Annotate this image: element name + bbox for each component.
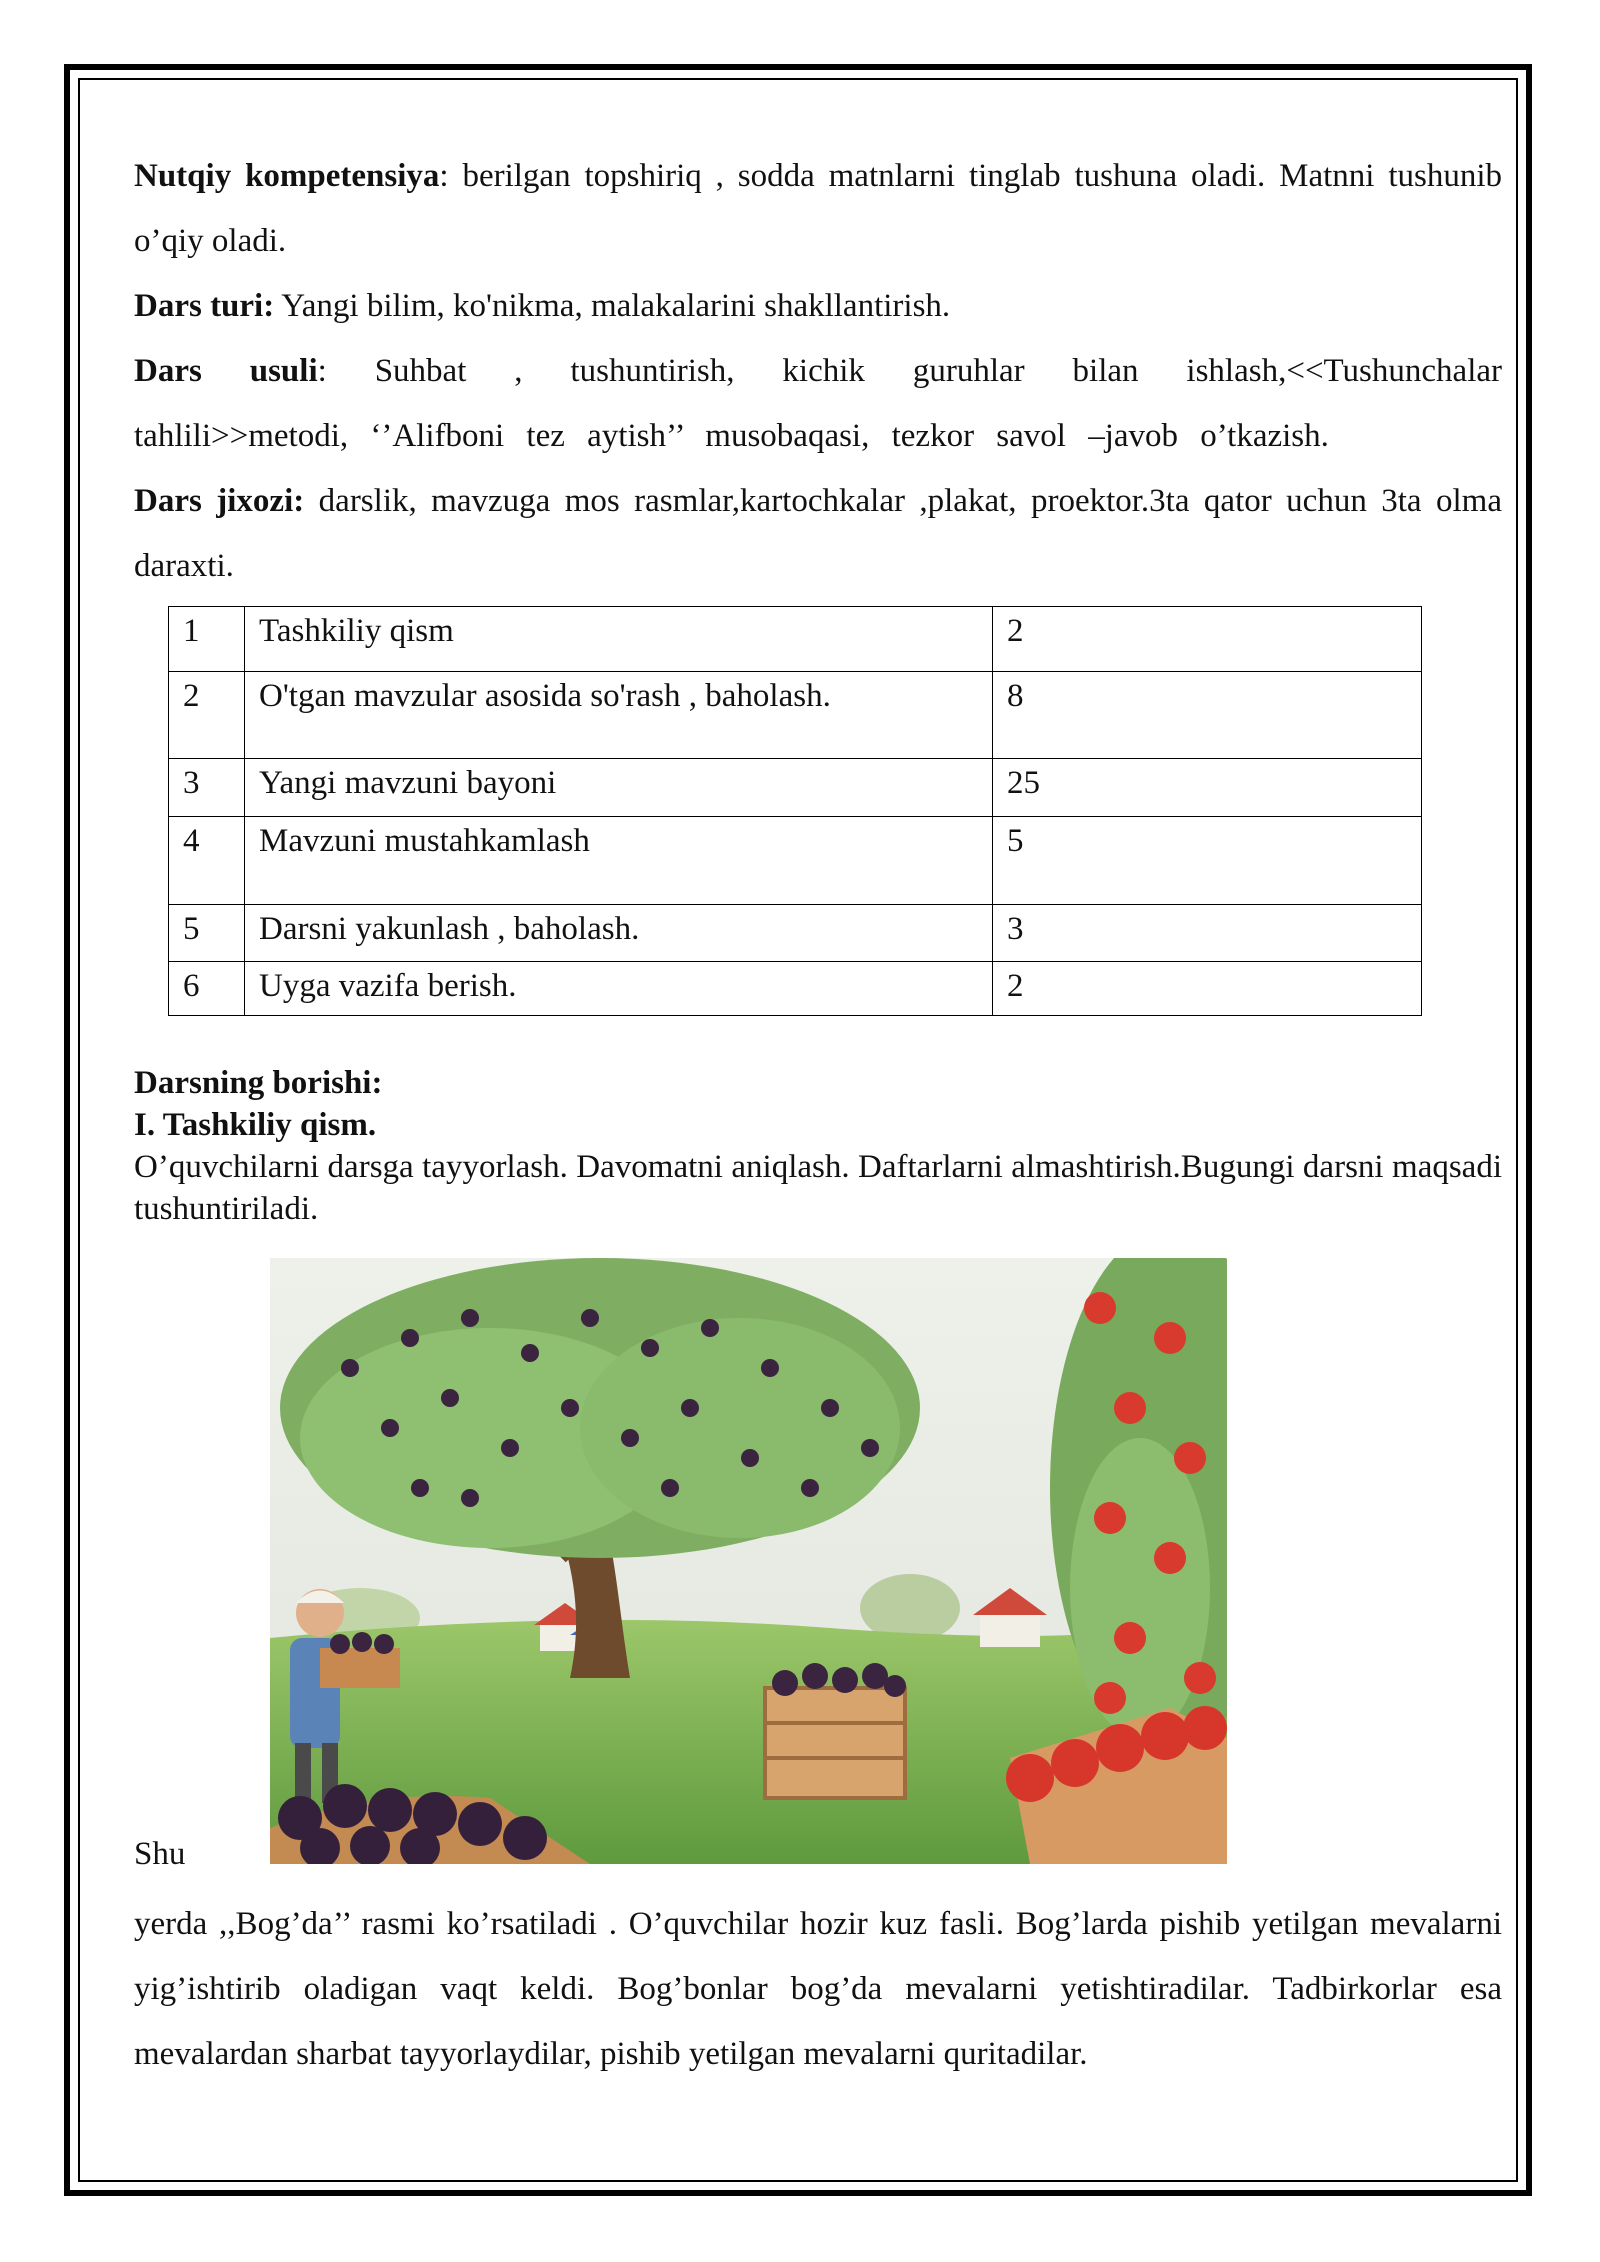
row-number: 1	[169, 607, 245, 672]
tashkiliy-text: O’quvchilarni darsga tayyorlash. Davomatni aniqlash. Daftarlarni almashtirish.Bugungi darsni maqsadi tushuntiriladi.	[134, 1149, 1502, 1227]
row-number: 4	[169, 817, 245, 905]
shu-word: Shu	[134, 1836, 186, 1872]
turi-paragraph	[134, 274, 1502, 339]
closing-paragraph-block	[134, 1892, 1502, 2087]
borishi-heading: Darsning borishi:	[134, 1065, 383, 1101]
row-number: 5	[169, 905, 245, 962]
jixozi-paragraph	[134, 469, 1502, 599]
row-minutes: 2	[993, 607, 1422, 672]
table-row	[169, 759, 1422, 817]
row-number: 3	[169, 759, 245, 817]
turi-text: Yangi bilim, ko'nikma, malakalarini shakllantirish.	[274, 288, 951, 324]
usuli-label: Dars usuli	[134, 353, 318, 389]
lesson-intro	[134, 144, 1502, 599]
usuli-paragraph	[134, 339, 1502, 469]
jixozi-text: darslik, mavzuga mos rasmlar,kartochkalar ,plakat, proektor.3ta qator uchun 3ta olma daraxti.	[134, 483, 1502, 584]
row-minutes: 8	[993, 672, 1422, 759]
table-row	[169, 672, 1422, 759]
lesson-progress-section	[134, 1062, 1502, 1230]
nutqiy-label: Nutqiy kompetensiya	[134, 158, 440, 194]
row-topic: Mavzuni mustahkamlash	[245, 817, 993, 905]
row-minutes: 5	[993, 817, 1422, 905]
jixozi-label: Dars jixozi:	[134, 483, 305, 519]
plum-crate-icon	[765, 1663, 906, 1798]
table-row	[169, 962, 1422, 1016]
garden-illustration	[270, 1258, 1227, 1864]
closing-paragraph: yerda ,,Bog’da’’ rasmi ko’rsatiladi . O’quvchilar hozir kuz fasli. Bog’larda pishib yetilgan mevalarni yig’ishtirib oladigan vaqt keldi. Bog’bonlar bog’da mevalarni yetishtiradilar. Tadbirkorlar esa mevalardan sharbat tayyorlaydilar, pishib yetilgan mevalarni quritadilar.	[134, 1906, 1502, 2072]
row-topic: Uyga vazifa berish.	[245, 962, 993, 1016]
table-row	[169, 607, 1422, 672]
table-row	[169, 817, 1422, 905]
row-number: 2	[169, 672, 245, 759]
turi-label: Dars turi:	[134, 288, 275, 324]
row-minutes: 25	[993, 759, 1422, 817]
row-topic: Tashkiliy qism	[245, 607, 993, 672]
row-number: 6	[169, 962, 245, 1016]
row-minutes: 2	[993, 962, 1422, 1016]
table-row	[169, 905, 1422, 962]
row-topic: O'tgan mavzular asosida so'rash , baholash.	[245, 672, 993, 759]
nutqiy-paragraph	[134, 144, 1502, 274]
nutqiy-text: : berilgan topshiriq , sodda matnlarni tinglab tushuna oladi. Matnni tushunib o’qiy oladi.	[134, 158, 1503, 259]
tashkiliy-heading: I. Tashkiliy qism.	[134, 1107, 377, 1143]
row-minutes: 3	[993, 905, 1422, 962]
row-topic: Darsni yakunlash , baholash.	[245, 905, 993, 962]
row-topic: Yangi mavzuni bayoni	[245, 759, 993, 817]
lesson-plan-table	[168, 606, 1422, 1016]
usuli-text: : Suhbat , tushuntirish, kichik guruhlar bilan ishlash,<<Tushunchalar tahlili>>metodi, ‘’Alifboni tez aytish’’ musobaqasi, tezkor savol –javob o’tkazish.	[134, 353, 1502, 454]
